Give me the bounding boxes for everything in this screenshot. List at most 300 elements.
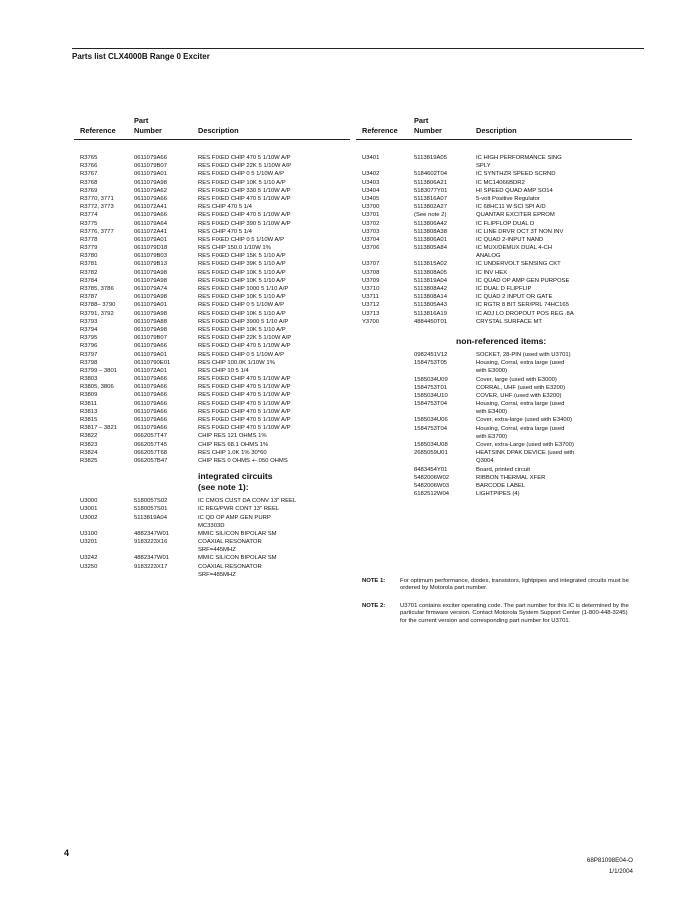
reference-cell: R3769: [80, 187, 98, 194]
table-row: [74, 342, 350, 350]
description-cell: IC 68HC11 W SCI SPI A/D: [476, 204, 546, 211]
top-rule: [72, 48, 644, 49]
description-cell: RES FIXED CHIP 22K 5 1/10W A/P: [198, 335, 292, 342]
part-number-cell: 0611079B03: [134, 253, 167, 260]
part-number-cell: 5113816A19: [414, 310, 447, 317]
description-cell: IC CMOS CUST DA CONV 13" REEL: [198, 498, 297, 505]
table-row: [356, 179, 632, 187]
description-cell: IC MUX/DEMUX DUAL 4-CH: [476, 245, 553, 252]
reference-cell: Y3700: [362, 318, 380, 325]
reference-cell: U3250: [80, 563, 98, 570]
table-row: [74, 457, 350, 465]
reference-cell: R3795: [80, 335, 98, 342]
table-row: [356, 466, 632, 474]
part-number-cell: 0611079A88: [134, 318, 167, 325]
part-number-cell: 0611079D18: [134, 245, 168, 252]
reference-cell: R3822: [80, 433, 98, 440]
part-number-cell: 0611079A66: [134, 376, 167, 383]
table-row: [74, 367, 350, 375]
reference-cell: U3703: [362, 228, 380, 235]
part-number-cell: 1584753T04: [414, 425, 448, 432]
reference-cell: U3702: [362, 220, 380, 227]
reference-cell: U3701: [362, 212, 380, 219]
left-column: [74, 108, 350, 579]
part-number-cell: 0611079A98: [134, 179, 167, 186]
note-text: For optimum performance, diodes, transistors, lightpipes and integrated circuits must be ordered by Motorola part number.: [400, 578, 629, 592]
reference-cell: U3704: [362, 236, 380, 243]
part-number-cell: 5113808A38: [414, 228, 447, 235]
description-cell: RES FIXED CHIP 470 5 1/10W A/P: [198, 212, 291, 219]
part-number-cell: 0611079A66: [134, 417, 167, 423]
reference-cell: R3815: [80, 417, 98, 423]
table-row: [356, 195, 632, 203]
doc-number: 68P81098E04-O: [586, 857, 633, 864]
reference-cell: R3768: [80, 179, 98, 186]
col-header-reference: Reference: [80, 126, 116, 135]
table-row: [356, 154, 632, 162]
table-row: [74, 449, 350, 457]
note-2: [356, 603, 632, 625]
part-number-cell: 0662057T47: [134, 433, 168, 440]
description-cell: RES CHIP 470 5 1/4: [198, 204, 252, 211]
reference-cell: R3787: [80, 294, 98, 301]
description-cell: IC QUAD 2-INPUT NAND: [476, 236, 544, 243]
reference-cell: U3401: [362, 155, 380, 161]
part-number-cell: 2685059U01: [414, 450, 448, 457]
reference-cell: U3707: [362, 261, 380, 268]
reference-cell: U3242: [80, 555, 98, 562]
description-cell: IC RGTR 8 BIT SER/PRL 74HC165: [476, 302, 569, 309]
part-number-cell: 5113808A05: [414, 269, 447, 276]
doc-date: 1/1/2004: [608, 868, 633, 875]
description-cell: HI SPEED QUAD AMP SO14: [476, 187, 553, 194]
table-row: [74, 522, 350, 530]
table-row: [74, 203, 350, 211]
table-row: [74, 375, 350, 383]
description-cell: CHIP RES 0 OHMS +-.050 OHMS: [198, 457, 288, 464]
page-title: Parts list CLX4000B Range 0 Exciter: [72, 52, 210, 61]
table-row: [356, 162, 632, 170]
description-cell: IC FLIPFLOP DUAL D: [476, 220, 535, 227]
reference-cell: R3778: [80, 236, 98, 243]
part-number-cell: 5113819A05: [414, 155, 447, 161]
part-number-cell: 5113808A42: [414, 286, 447, 292]
reference-cell: R3811: [80, 400, 97, 407]
integrated-circuits-heading: [74, 471, 350, 493]
reference-cell: U3712: [362, 302, 380, 309]
reference-cell: U3403: [362, 179, 380, 186]
table-row: [356, 170, 632, 178]
col-header-description: Description: [198, 126, 239, 135]
part-number-cell: 5113819A04: [414, 277, 447, 284]
description-cell: RIBBON THERMAL XFER: [476, 474, 546, 481]
table-row: [74, 170, 350, 178]
integrated-title-line1: integrated circuits: [198, 471, 273, 482]
part-number-cell: 0611079A74: [134, 286, 167, 292]
col-header-description: Description: [476, 126, 517, 135]
description-cell: RES FIXED CHIP 3900 5 1/10 A/P: [198, 318, 289, 325]
part-number-cell: 06110790E01: [134, 359, 171, 366]
reference-cell: U3000: [80, 498, 98, 505]
table-row: [74, 269, 350, 277]
description-cell: RES FIXED CHIP 10K 5 1/10 A/P: [198, 269, 286, 276]
reference-cell: R3784: [80, 277, 98, 284]
description-cell: RES FIXED CHIP 0 5 1/10W A/P: [198, 236, 284, 243]
table-row: [74, 546, 350, 554]
right-parts-list: [356, 154, 632, 326]
description-cell: Housing, Corral, extra large (used: [476, 401, 565, 408]
description-cell: RES FIXED CHIP 330 5 1/10W A/P: [198, 187, 291, 194]
description-cell: with E3000): [476, 368, 508, 375]
integrated-circuits-list: [74, 497, 350, 579]
part-number-cell: 5113815A02: [414, 261, 447, 268]
part-number-cell: 1584753T04: [414, 401, 448, 408]
description-cell: CHIP RES 68.1 OHMS 1%: [198, 441, 269, 448]
part-number-cell: 5183077Y01: [414, 187, 448, 194]
table-row: [74, 505, 350, 513]
part-number-cell: 0611079A62: [134, 187, 167, 194]
left-table-header: [74, 108, 350, 140]
description-cell: CRYSTAL SURFACE MT: [476, 318, 543, 325]
description-cell: RES FIXED CHIP 1000 5 1/10 A/P: [198, 286, 289, 292]
part-number-cell: 0611079A64: [134, 220, 167, 227]
table-row: [356, 236, 632, 244]
description-cell: CHIP RES 121 OHMS 1%: [198, 433, 267, 440]
table-row: [74, 538, 350, 546]
description-cell: with E3400): [476, 409, 508, 416]
reference-cell: U3404: [362, 187, 380, 194]
description-cell: RES FIXED CHIP 470 5 1/10W A/P: [198, 384, 291, 391]
integrated-title-line2: (see note 1):: [198, 482, 249, 493]
table-row: [356, 376, 632, 384]
description-cell: RES CHIP 10 5 1/4: [198, 367, 249, 374]
table-row: [74, 571, 350, 579]
description-cell: IC LINE DRVR OCT 3T NON INV: [476, 228, 564, 235]
description-cell: CORRAL, UHF (used with E3200): [476, 384, 566, 391]
table-row: [356, 252, 632, 260]
table-row: [74, 236, 350, 244]
table-row: [74, 179, 350, 187]
part-number-cell: 0611079A66: [134, 343, 167, 350]
description-cell: IC MC14066BDR2: [476, 179, 525, 186]
table-row: [356, 310, 632, 318]
reference-cell: U3001: [80, 506, 98, 513]
part-number-cell: 0611079A98: [134, 310, 167, 317]
part-number-cell: 5113808A14: [414, 294, 447, 301]
part-number-cell: 4884450T01: [414, 318, 448, 325]
description-cell: RES CHIP 1.0K 1% 30*60: [198, 449, 267, 456]
table-row: [356, 277, 632, 285]
part-number-cell: 4882347W01: [134, 530, 170, 537]
col-header-part-line2: Number: [134, 126, 162, 135]
part-number-cell: 5113816A07: [414, 195, 447, 202]
description-cell: IC QD OP AMP GEN PURP: [198, 514, 271, 521]
description-cell: RES FIXED CHIP 10K 5 1/10 A/P: [198, 277, 286, 284]
page-number: 4: [64, 848, 70, 858]
reference-cell: R3781: [80, 261, 98, 268]
description-cell: SRF=485MHZ: [198, 571, 236, 578]
part-number-cell: 4882347W01: [134, 555, 170, 562]
table-row: [74, 187, 350, 195]
reference-cell: R3825: [80, 457, 98, 464]
part-number-cell: 0662057B47: [134, 457, 168, 464]
table-row: [74, 252, 350, 260]
reference-cell: R3776, 3777: [80, 228, 114, 235]
reference-cell: R3766: [80, 163, 98, 170]
table-row: [356, 293, 632, 301]
description-cell: ANALOG: [476, 253, 501, 260]
reference-cell: U3708: [362, 269, 380, 276]
reference-cell: R3788– 3790: [80, 302, 116, 309]
note-text: U3701 contains exciter operating code. The part number for this IC is determined by the particular firmware version. Contact Motorola System Support Center (1-800-448-3245) for the current version and corresponding part number for U3701.: [400, 602, 629, 624]
part-number-cell: 1584753T05: [414, 360, 448, 367]
description-cell: RES FIXED CHIP 470 5 1/10W A/P: [198, 400, 291, 407]
part-number-cell: 5482006W02: [414, 474, 450, 481]
description-cell: IC QUAD 2 INPUT OR GATE: [476, 294, 553, 301]
part-number-cell: 0611079A66: [134, 392, 167, 399]
reference-cell: R3780: [80, 253, 98, 260]
description-cell: LIGHTPIPES (4): [476, 491, 520, 498]
reference-cell: R3793: [80, 318, 98, 325]
description-cell: MMIC SILICON BIPOLAR SM: [198, 555, 277, 562]
description-cell: RES FIXED CHIP 15K 5 1/10 A/P: [198, 253, 286, 260]
description-cell: RES FIXED CHIP 0 5 1/10W A/P: [198, 171, 284, 178]
reference-cell: U3002: [80, 514, 98, 521]
reference-cell: U3709: [362, 277, 380, 284]
description-cell: IC REG/PWR CONT 13" REEL: [198, 506, 280, 513]
description-cell: 5-volt Positive Regulator: [476, 195, 540, 202]
table-row: [74, 383, 350, 391]
table-row: [356, 187, 632, 195]
table-row: [74, 514, 350, 522]
table-row: [356, 260, 632, 268]
description-cell: RES CHIP 150.0 1/10W 1%: [198, 245, 271, 252]
reference-cell: U3700: [362, 204, 380, 211]
description-cell: Cover, large (used with E3000): [476, 376, 557, 383]
description-cell: IC HIGH PERFORMANCE SING: [476, 155, 562, 161]
description-cell: SPLY: [476, 163, 491, 170]
reference-cell: R3805, 3806: [80, 384, 114, 391]
description-cell: IC SYNTHZR SPEED SCRND: [476, 171, 556, 178]
description-cell: IC QUAD OP AMP GEN PURPOSE: [476, 277, 570, 284]
right-column: [356, 108, 632, 498]
part-number-cell: 0982451V12: [414, 351, 448, 358]
table-row: [74, 154, 350, 162]
description-cell: BARCODE LABEL: [476, 482, 526, 489]
table-row: [356, 392, 632, 400]
reference-cell: R3782: [80, 269, 98, 276]
description-cell: SRF=445MHZ: [198, 547, 236, 554]
table-row: [74, 334, 350, 342]
description-cell: RES FIXED CHIP 470 5 1/10W A/P: [198, 343, 291, 350]
part-number-cell: 1585034U10: [414, 392, 448, 399]
part-number-cell: 0611079A66: [134, 408, 167, 415]
description-cell: HEATSINK DPAK DEVICE (used with: [476, 450, 575, 457]
reference-cell: R3770, 3771: [80, 195, 114, 202]
table-row: [356, 400, 632, 408]
reference-cell: R3779: [80, 245, 98, 252]
part-number-cell: 1585034U09: [414, 376, 448, 383]
part-number-cell: 0611072A01: [134, 367, 167, 374]
table-row: [356, 433, 632, 441]
table-row: [74, 244, 350, 252]
reference-cell: R3813: [80, 408, 98, 415]
table-row: [356, 285, 632, 293]
description-cell: SOCKET, 28-PIN (used with U3701): [476, 351, 571, 358]
part-number-cell: 0611079A98: [134, 277, 167, 284]
part-number-cell: 1584753T01: [414, 384, 448, 391]
reference-cell: R3803: [80, 376, 98, 383]
table-row: [356, 318, 632, 326]
table-row: [356, 474, 632, 482]
table-row: [356, 408, 632, 416]
description-cell: Housing, Corral, extra large (used: [476, 360, 565, 367]
description-cell: RES FIXED CHIP 470 5 1/10W A/P: [198, 155, 291, 161]
table-row: [74, 563, 350, 571]
table-row: [74, 424, 350, 432]
table-row: [74, 497, 350, 505]
description-cell: RES FIXED CHIP 10K 5 1/10 A/P: [198, 310, 286, 317]
description-cell: QUANTAR EXCITER EPROM: [476, 212, 555, 219]
table-row: [74, 195, 350, 203]
reference-cell: U3402: [362, 171, 380, 178]
description-cell: RES FIXED CHIP 0 5 1/10W A/P: [198, 351, 284, 358]
reference-cell: U3710: [362, 286, 380, 292]
description-cell: RES FIXED CHIP 470 5 1/10W A/P: [198, 417, 291, 423]
part-number-cell: 0662057T68: [134, 449, 168, 456]
description-cell: RES FIXED CHIP 470 5 1/10W A/P: [198, 195, 291, 202]
part-number-cell: 0611079A01: [134, 351, 167, 358]
part-number-cell: 0611079A66: [134, 212, 167, 219]
part-number-cell: 0611079B07: [134, 335, 167, 342]
part-number-cell: 5113806A01: [414, 236, 447, 243]
table-row: [356, 490, 632, 498]
part-number-cell: 1585034U08: [414, 442, 448, 448]
part-number-cell: 0611079A01: [134, 171, 167, 178]
reference-cell: R3823: [80, 441, 98, 448]
table-row: [356, 359, 632, 367]
notes-section: [356, 578, 632, 635]
note-label: NOTE 2:: [362, 602, 386, 609]
table-row: [74, 318, 350, 326]
table-row: [74, 530, 350, 538]
part-number-cell: 9183223X16: [134, 539, 168, 546]
table-row: [74, 220, 350, 228]
part-number-cell: 1585034U06: [414, 417, 448, 424]
table-row: [74, 211, 350, 219]
table-row: [356, 269, 632, 277]
reference-cell: R3774: [80, 212, 98, 219]
non-referenced-list: [356, 351, 632, 498]
description-cell: MC3303D: [198, 522, 225, 529]
part-number-cell: 5113802A27: [414, 204, 447, 211]
reference-cell: R3824: [80, 449, 98, 456]
description-cell: RES FIXED CHIP 22K 5 1/10W A/P: [198, 163, 292, 170]
part-number-cell: 0611079B13: [134, 261, 167, 268]
reference-cell: R3794: [80, 326, 98, 333]
part-number-cell: 5180057S02: [134, 498, 168, 505]
table-row: [356, 301, 632, 309]
reference-cell: U3201: [80, 539, 98, 546]
reference-cell: R3799 – 3801: [80, 367, 118, 374]
description-cell: Cover, extra-large (used with E3400): [476, 417, 572, 424]
part-number-cell: 5113806A42: [414, 220, 447, 227]
table-row: [74, 351, 350, 359]
description-cell: IC UNDERVOLT SENSING CKT: [476, 261, 561, 268]
table-row: [74, 260, 350, 268]
table-row: [74, 416, 350, 424]
part-number-cell: 5113806A21: [414, 179, 447, 186]
part-number-cell: 5113805A84: [414, 245, 447, 252]
reference-cell: R3765: [80, 155, 98, 161]
header-rule: [356, 139, 632, 140]
part-number-cell: 0611079A66: [134, 155, 167, 161]
reference-cell: R3797: [80, 351, 98, 358]
description-cell: COAXIAL RESONATOR: [198, 539, 262, 546]
description-cell: IC DUAL D FLIPFLIP: [476, 286, 532, 292]
description-cell: IC INV HEX: [476, 269, 508, 276]
description-cell: RES FIXED CHIP 10K 5 1/10 A/P: [198, 326, 286, 333]
part-number-cell: 5113805A43: [414, 302, 447, 309]
part-number-cell: 0611079A66: [134, 400, 167, 407]
reference-cell: U3713: [362, 310, 380, 317]
part-number-cell: 0611079A66: [134, 195, 167, 202]
table-row: [356, 416, 632, 424]
table-row: [74, 441, 350, 449]
table-row: [74, 359, 350, 367]
table-row: [74, 228, 350, 236]
reference-cell: R3798: [80, 359, 98, 366]
description-cell: RES FIXED CHIP 0 5 1/10W A/P: [198, 302, 284, 309]
table-row: [356, 203, 632, 211]
description-cell: RES FIXED CHIP 10K 5 1/10 A/P: [198, 179, 286, 186]
table-row: [356, 244, 632, 252]
description-cell: RES FIXED CHIP 470 5 1/10W A/P: [198, 425, 291, 432]
non-referenced-heading: non-referenced items:: [456, 335, 547, 346]
description-cell: COAXIAL RESONATOR: [198, 563, 262, 570]
part-number-cell: 5184602T04: [414, 171, 448, 178]
table-row: [74, 400, 350, 408]
table-row: [356, 457, 632, 465]
reference-cell: R3791, 3792: [80, 310, 114, 317]
table-row: [74, 293, 350, 301]
col-header-part-line1: Part: [134, 116, 149, 125]
table-row: [74, 391, 350, 399]
part-number-cell: 0611079A98: [134, 294, 167, 301]
description-cell: Q3004: [476, 458, 494, 465]
table-row: [356, 449, 632, 457]
table-row: [356, 220, 632, 228]
description-cell: RES CHIP 470 5 1/4: [198, 228, 252, 235]
table-row: [74, 554, 350, 562]
part-number-cell: 0662057T45: [134, 441, 168, 448]
header-rule: [74, 139, 350, 140]
part-number-cell: 0611072A41: [134, 204, 167, 211]
description-cell: RES FIXED CHIP 470 5 1/10W A/P: [198, 376, 291, 383]
description-cell: RES FIXED CHIP 390 5 1/10W A/P: [198, 220, 291, 227]
reference-cell: R3796: [80, 343, 98, 350]
part-number-cell: 9183223X17: [134, 563, 168, 570]
description-cell: IC ADJ LO DROPOUT POS REG .8A: [476, 310, 574, 317]
reference-cell: U3100: [80, 530, 98, 537]
reference-cell: U3706: [362, 245, 380, 252]
col-header-reference: Reference: [362, 126, 398, 135]
reference-cell: R3772, 3773: [80, 204, 114, 211]
table-row: [356, 367, 632, 375]
description-cell: with E3700): [476, 433, 508, 440]
description-cell: RES CHIP 100.0K 1/10W 1%: [198, 359, 275, 366]
reference-cell: R3767: [80, 171, 98, 178]
